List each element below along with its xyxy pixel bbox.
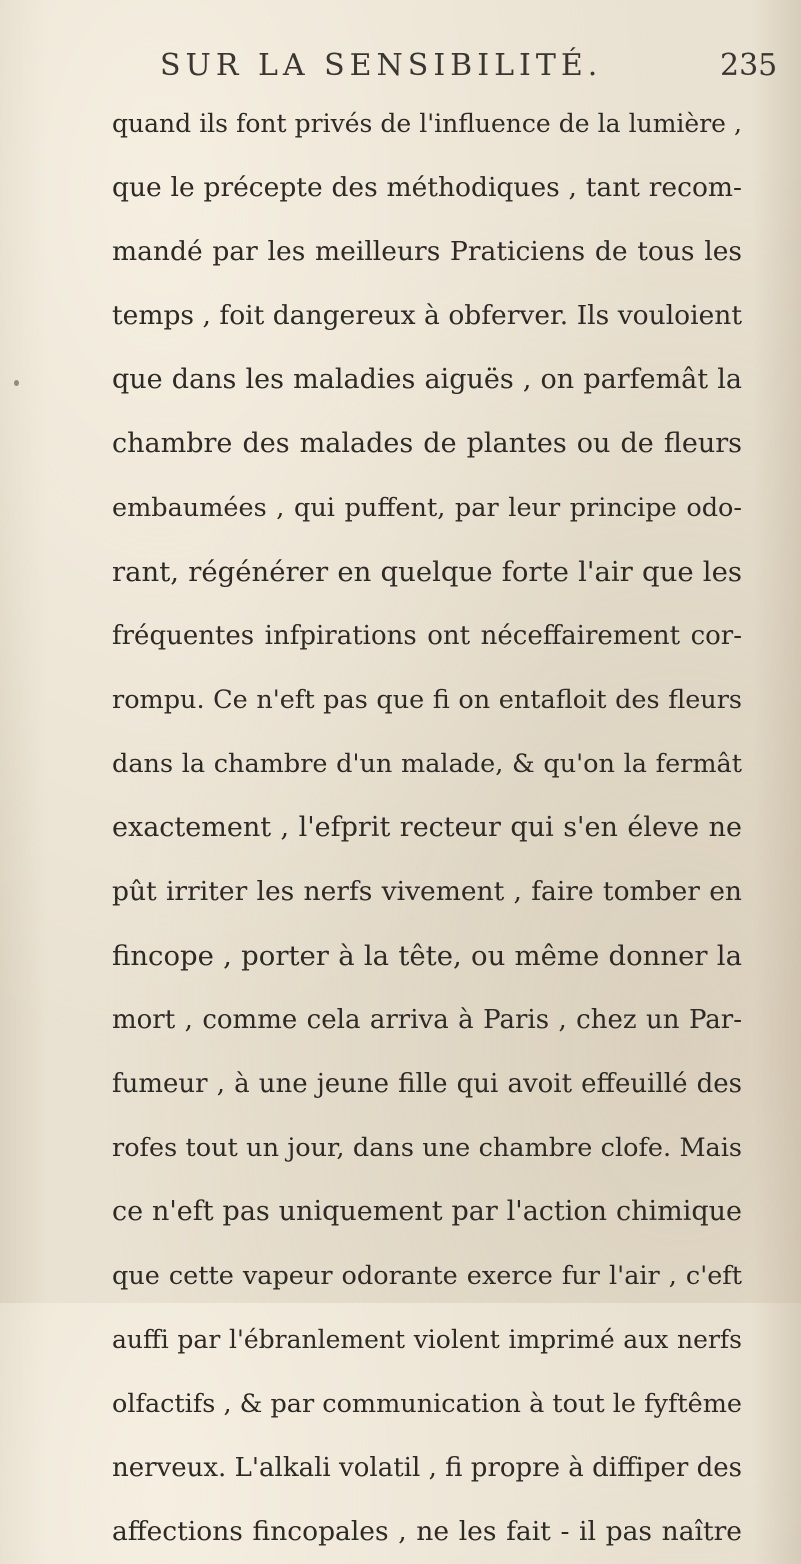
text-line-11: dans la chambre d'un malade, & qu'on la fermât	[112, 749, 742, 779]
text-line-7: embaumées , qui puffent, par leur principe odo-	[112, 493, 742, 523]
text-line-6: chambre des malades de plantes ou de fleurs	[112, 428, 742, 459]
text-line-14: fincope , porter à la tête, ou même donner la	[112, 940, 742, 972]
text-line-19: que cette vapeur odorante exerce fur l'air , c'eft	[112, 1261, 742, 1291]
text-line-23: affections fincopales , ne les fait - il pas naître	[112, 1516, 742, 1547]
text-line-3: mandé par les meilleurs Praticiens de tous les	[112, 236, 742, 267]
paper-speck	[14, 380, 19, 386]
running-head: SUR LA SENSIBILITÉ.	[160, 48, 603, 83]
text-line-13: pût irriter les nerfs vivement , faire tomber en	[112, 876, 742, 907]
page-number: 235	[720, 48, 778, 83]
text-line-20: auffi par l'ébranlement violent imprimé aux nerfs	[112, 1325, 742, 1354]
text-line-21: olfactifs , & par communication à tout le fyftême	[112, 1389, 742, 1419]
text-line-10: rompu. Ce n'eft pas que fi on entafloit des fleurs	[112, 685, 742, 715]
text-line-16: fumeur , à une jeune fille qui avoit effeuillé des	[112, 1069, 742, 1099]
text-line-1: quand ils font privés de l'influence de la lumière ,	[112, 109, 742, 138]
text-line-15: mort , comme cela arriva à Paris , chez un Par-	[112, 1005, 742, 1035]
text-line-18: ce n'eft pas uniquement par l'action chimique	[112, 1196, 742, 1227]
text-line-9: fréquentes infpirations ont néceffairement cor-	[112, 621, 742, 651]
text-line-5: que dans les maladies aiguës , on parfemât la	[112, 364, 742, 395]
text-line-4: temps , foit dangereux à obferver. Ils vouloient	[112, 300, 742, 331]
text-line-12: exactement , l'efprit recteur qui s'en éleve ne	[112, 812, 742, 843]
text-line-8: rant, régénérer en quelque forte l'air que les	[112, 556, 742, 588]
text-line-2: que le précepte des méthodiques , tant recom-	[112, 172, 742, 203]
body-text	[112, 92, 742, 1564]
text-line-17: rofes tout un jour, dans une chambre clofe. Mais	[112, 1133, 742, 1163]
page-header	[0, 48, 801, 88]
text-line-22: nerveux. L'alkali volatil , fi propre à diffiper des	[112, 1453, 742, 1483]
